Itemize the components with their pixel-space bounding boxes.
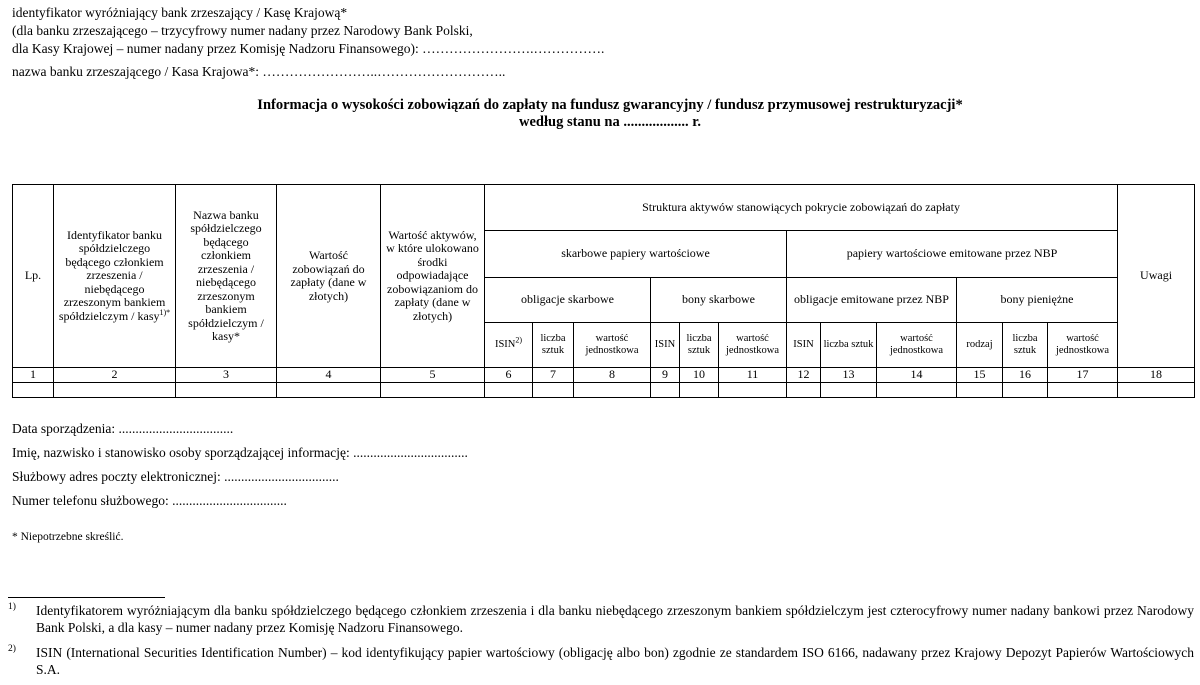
footnote-divider	[8, 597, 165, 598]
header-qty-16: liczba sztuk	[1003, 323, 1048, 368]
column-number: 16	[1003, 368, 1048, 383]
header-isin-6-text: ISIN	[494, 339, 516, 350]
column-number: 13	[821, 368, 877, 383]
header-nbp-bonds: obligacje emitowane przez NBP	[787, 278, 957, 323]
header-bank-name: Nazwa banku spółdzielczego będącego członkiem zrzeszenia / niebędącego zrzeszonym bankiem spółdzielczym / kasy*	[176, 185, 277, 368]
column-number: 12	[787, 368, 821, 383]
liabilities-table	[12, 184, 1195, 398]
table-cell	[277, 383, 381, 398]
official-phone: Numer telefonu służbowego: ..................................	[12, 493, 287, 508]
preparation-date: Data sporządzenia: ..................................	[12, 421, 234, 436]
footnote-2-text: ISIN (International Securities Identification Number) – kod identyfikujący papier wartościowy (obligację albo bon) zgodnie ze standardem ISO 6166, nadawany przez Krajowy Depozyt Papierów Wartościowych S.A.	[36, 645, 1194, 677]
header-unit-value-8: wartość jednostkowa	[574, 323, 651, 368]
page-subtitle: według stanu na .................. r.	[519, 114, 701, 130]
table-cell	[54, 383, 176, 398]
column-number: 3	[176, 368, 277, 383]
column-number: 10	[680, 368, 719, 383]
asterisk-note: * Niepotrzebne skreślić.	[12, 531, 124, 543]
header-qty-7: liczba sztuk	[533, 323, 574, 368]
header-money-bills: bony pieniężne	[957, 278, 1118, 323]
header-isin-9: ISIN	[651, 323, 680, 368]
table-cell	[821, 383, 877, 398]
column-number: 1	[13, 368, 54, 383]
page-title: Informacja o wysokości zobowiązań do zapłaty na fundusz gwarancyjny / fundusz przymusowej restrukturyzacji*	[257, 97, 963, 113]
header-unit-value-17: wartość jednostkowa	[1048, 323, 1118, 368]
header-unit-value-14: wartość jednostkowa	[877, 323, 957, 368]
header-line-4: nazwa banku zrzeszającego / Kasa Krajowa*: ……………………..………………………..	[12, 64, 506, 79]
column-number: 2	[54, 368, 176, 383]
preparer-name: Imię, nazwisko i stanowisko osoby sporządzającej informację: ..................................	[12, 445, 468, 460]
column-number-row	[13, 368, 1195, 383]
table-cell	[1003, 383, 1048, 398]
table-cell	[787, 383, 821, 398]
table-cell	[485, 383, 533, 398]
header-treasury-securities: skarbowe papiery wartościowe	[485, 231, 787, 278]
header-identifier-sup: 1)*	[159, 307, 171, 317]
header-isin-12: ISIN	[787, 323, 821, 368]
table-cell	[176, 383, 277, 398]
column-number: 5	[381, 368, 485, 383]
table-cell	[381, 383, 485, 398]
header-lp: Lp.	[13, 185, 54, 368]
table-row	[13, 383, 1195, 398]
column-number: 14	[877, 368, 957, 383]
header-line-1: identyfikator wyróżniający bank zrzeszający / Kasę Krajową*	[12, 5, 348, 20]
column-number: 17	[1048, 368, 1118, 383]
header-qty-10: liczba sztuk	[680, 323, 719, 368]
table-cell	[13, 383, 54, 398]
header-line-3: dla Kasy Krajowej – numer nadany przez Komisję Nadzoru Finansowego): …………………….…………….	[12, 41, 605, 56]
header-nbp-securities: papiery wartościowe emitowane przez NBP	[787, 231, 1118, 278]
header-assets-value: Wartość aktywów, w które ulokowano środki odpowiadające zobowiązaniom do zapłaty (dane w złotych)	[381, 185, 485, 368]
footnote-1-mark: 1)	[8, 602, 16, 612]
footnote-1-text: Identyfikatorem wyróżniającym dla banku spółdzielczego będącego członkiem zrzeszenia i dla banku niebędącego zrzeszonym bankiem spółdzielczym jest czterocyfrowy numer nadany bankowi przez Narodowy Bank Polski, a dla kasy – numer nadany przez Komisję Nadzoru Finansowego.	[36, 603, 1194, 635]
header-isin-6-sup: 2)	[515, 335, 523, 345]
footnote-2-mark: 2)	[8, 644, 16, 654]
header-qty-13: liczba sztuk	[821, 323, 877, 368]
column-number: 11	[719, 368, 787, 383]
column-number: 8	[574, 368, 651, 383]
column-number: 6	[485, 368, 533, 383]
column-number: 9	[651, 368, 680, 383]
column-number: 7	[533, 368, 574, 383]
official-email: Służbowy adres poczty elektronicznej: ..................................	[12, 469, 339, 484]
header-line-2: (dla banku zrzeszającego – trzycyfrowy numer nadany przez Narodowy Bank Polski,	[12, 23, 473, 38]
table-cell	[1048, 383, 1118, 398]
column-number: 15	[957, 368, 1003, 383]
header-liabilities-value: Wartość zobowiązań do zapłaty (dane w złotych)	[277, 185, 381, 368]
header-remarks: Uwagi	[1118, 185, 1195, 368]
header-isin-6	[485, 323, 533, 368]
table-cell	[877, 383, 957, 398]
table-cell	[533, 383, 574, 398]
header-kind-15: rodzaj	[957, 323, 1003, 368]
column-number: 18	[1118, 368, 1195, 383]
header-assets-structure: Struktura aktywów stanowiących pokrycie zobowiązań do zapłaty	[485, 185, 1118, 231]
header-identifier-text: Identyfikator banku spółdzielczego będącego członkiem zrzeszenia / niebędącego zrzeszonym bankiem spółdzielczym / kasy	[58, 227, 166, 323]
table-cell	[574, 383, 651, 398]
table-cell	[719, 383, 787, 398]
table-cell	[680, 383, 719, 398]
header-treasury-bonds: obligacje skarbowe	[485, 278, 651, 323]
table-cell	[1118, 383, 1195, 398]
header-unit-value-11: wartość jednostkowa	[719, 323, 787, 368]
header-identifier	[54, 185, 176, 368]
column-number: 4	[277, 368, 381, 383]
table-cell	[957, 383, 1003, 398]
table-cell	[651, 383, 680, 398]
header-treasury-bills: bony skarbowe	[651, 278, 787, 323]
